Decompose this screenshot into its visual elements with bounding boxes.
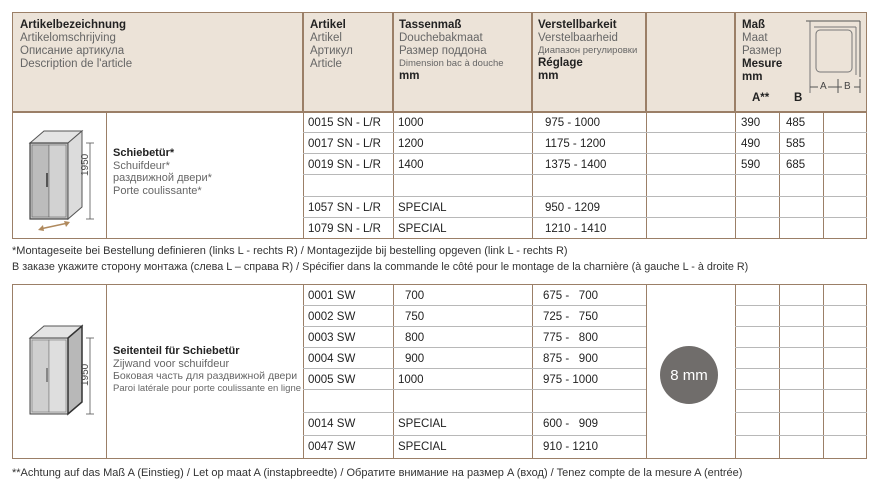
row-divider — [303, 196, 867, 197]
header-label: Artikel — [310, 32, 342, 44]
adjust-cell: 600 - 909 — [543, 418, 598, 430]
divider — [106, 284, 107, 459]
height-label: 1950 — [80, 363, 91, 386]
tray-cell: 1000 — [398, 117, 424, 129]
measure-b-cell: 685 — [786, 159, 806, 171]
divider — [393, 284, 394, 459]
divider — [735, 284, 736, 459]
row-divider — [303, 347, 646, 348]
adjust-cell: 875 - 900 — [543, 353, 598, 365]
divider — [823, 284, 824, 459]
footnote-measure-a: **Achtung auf das Maß A (Einstieg) / Let op maat A (instapbreedte) / Обратите внимание на размер A (вход) / Tenez compte de la mesure A (entrée) — [12, 467, 743, 479]
header-label: Description de l'article — [20, 58, 133, 70]
article-cell: 1079 SN - L/R — [308, 223, 381, 235]
column-b-label: B — [794, 92, 803, 104]
adjust-cell: 975 - 1000 — [545, 117, 600, 129]
measure-a-cell: 490 — [741, 138, 761, 150]
header-label: Описание артикула — [20, 45, 125, 57]
divider — [532, 284, 533, 459]
divider — [646, 284, 647, 459]
row-divider — [303, 368, 646, 369]
header-label: Artikelomschrijving — [20, 32, 116, 44]
row-divider — [735, 326, 867, 327]
tray-cell: 1200 — [398, 138, 424, 150]
header-label: Artikelbezeichnung — [20, 19, 127, 31]
divider — [106, 112, 107, 239]
row-divider — [735, 412, 867, 413]
header-label: Артикул — [310, 45, 353, 57]
header-label: Maat — [742, 32, 768, 44]
row-divider — [735, 389, 867, 390]
header-label: Douchebakmaat — [399, 32, 483, 44]
article-cell: 1057 SN - L/R — [308, 202, 381, 214]
product-name: Zijwand voor schuifdeur — [113, 357, 230, 370]
header-col-measure — [735, 12, 867, 112]
article-cell: 0019 SN - L/R — [308, 159, 381, 171]
tray-cell: 800 — [405, 332, 425, 344]
row-divider — [303, 412, 646, 413]
tray-cell: 700 — [405, 290, 425, 302]
header-label: Tassenmaß — [399, 19, 462, 31]
product-name-side-panel — [113, 345, 301, 395]
measure-a-cell: 590 — [741, 159, 761, 171]
header-label: Mesure — [742, 58, 783, 70]
column-a-label: A** — [752, 92, 770, 104]
article-cell: 0014 SW — [308, 418, 356, 430]
article-cell: 0005 SW — [308, 374, 356, 386]
row-divider — [303, 217, 867, 218]
article-cell: 0047 SW — [308, 441, 356, 453]
footnote-mounting-side: *Montageseite bei Bestellung definieren (links L - rechts R) / Montagezijde bij bestelling opgeven (link L - rechts R) — [12, 245, 568, 257]
product-name: раздвижной двери* — [113, 172, 212, 184]
article-cell: 0003 SW — [308, 332, 356, 344]
tray-cell: SPECIAL — [398, 223, 447, 235]
adjust-cell: 1375 - 1400 — [545, 159, 607, 171]
header-col-blank — [646, 12, 735, 112]
product-name: Paroi latérale pour porte coulissante en ligne — [113, 382, 302, 394]
product-name: Schuifdeur* — [113, 159, 170, 172]
row-divider — [303, 389, 646, 390]
header-label: Réglage — [538, 57, 583, 69]
header-label: Размер — [742, 45, 782, 57]
measure-a-cell: 390 — [741, 117, 761, 129]
product-name: Porte coulissante* — [113, 184, 202, 197]
diagram-label-a: A — [820, 81, 827, 92]
article-cell: 0002 SW — [308, 311, 356, 323]
row-divider — [735, 368, 867, 369]
divider — [303, 284, 304, 459]
header-label: Article — [310, 58, 342, 70]
tray-cell: 1400 — [398, 159, 424, 171]
adjust-cell: 1210 - 1410 — [545, 223, 607, 235]
row-divider — [303, 305, 646, 306]
row-divider — [303, 435, 646, 436]
product-name: Schiebetür* — [113, 147, 175, 159]
adjust-cell: 675 - 700 — [543, 290, 598, 302]
diagram-label-b: B — [844, 81, 851, 92]
adjust-cell: 910 - 1210 — [543, 441, 598, 453]
adjust-cell: 775 - 800 — [543, 332, 598, 344]
header-label: mm — [538, 70, 559, 82]
header-label: Artikel — [310, 19, 346, 31]
article-cell: 0017 SN - L/R — [308, 138, 381, 150]
adjust-cell: 975 - 1000 — [543, 374, 598, 386]
tray-cell: 750 — [405, 311, 425, 323]
shower-tray-diagram-icon — [802, 17, 864, 93]
header-label: Maß — [742, 19, 765, 31]
header-col-adjust — [532, 12, 646, 112]
header-label: mm — [399, 70, 420, 82]
header-col-tray — [393, 12, 532, 112]
row-divider — [303, 132, 867, 133]
footnote-mounting-side-translation: В заказе укажите сторону монтажа (слева L – справа R) / Spécifier dans la commande le côté pour le montage de la charnière (à gauche L - à droite R) — [12, 261, 749, 273]
header-col-description — [12, 12, 303, 112]
article-cell: 0015 SN - L/R — [308, 117, 381, 129]
measure-b-cell: 485 — [786, 117, 806, 129]
header-col-article — [303, 12, 393, 112]
header-label: Verstellbarkeit — [538, 19, 617, 31]
row-divider — [303, 326, 646, 327]
header-label: Verstelbaarheid — [538, 32, 618, 44]
adjust-cell: 1175 - 1200 — [545, 138, 606, 150]
tray-cell: 1000 — [398, 374, 424, 386]
measure-b-cell: 585 — [786, 138, 806, 150]
sliding-door-illustration-icon — [20, 123, 102, 235]
row-divider — [735, 347, 867, 348]
header-label: Размер поддона — [399, 45, 487, 57]
adjust-cell: 950 - 1209 — [545, 202, 600, 214]
header-label: Диапазон регулировки — [538, 45, 638, 56]
tray-cell: 900 — [405, 353, 425, 365]
row-divider — [303, 174, 867, 175]
glass-thickness-badge: 8 mm — [660, 346, 718, 404]
article-cell: 0001 SW — [308, 290, 356, 302]
row-divider — [303, 153, 867, 154]
tray-cell: SPECIAL — [398, 441, 447, 453]
tray-cell: SPECIAL — [398, 202, 447, 214]
row-divider — [735, 435, 867, 436]
product-name-sliding-door — [113, 147, 212, 197]
article-cell: 0004 SW — [308, 353, 356, 365]
height-label: 1950 — [80, 153, 91, 176]
product-name: Seitenteil für Schiebetür — [113, 345, 240, 357]
product-name: Боковая часть для раздвижной двери — [113, 370, 298, 382]
header-label: mm — [742, 71, 763, 83]
adjust-cell: 725 - 750 — [543, 311, 598, 323]
header-label: Dimension bac à douche — [399, 58, 504, 69]
row-divider — [735, 305, 867, 306]
tray-cell: SPECIAL — [398, 418, 447, 430]
divider — [779, 284, 780, 459]
